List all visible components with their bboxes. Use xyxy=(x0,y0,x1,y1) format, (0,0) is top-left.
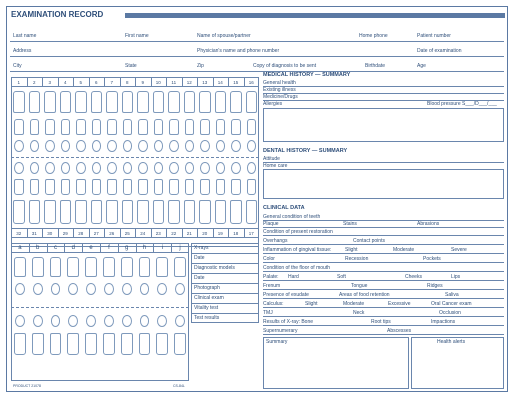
lower-tooth-crown-icon xyxy=(215,200,227,224)
upper-tooth-occlusal-icon xyxy=(185,140,195,152)
primary-upper-occlusal-icon xyxy=(104,283,114,295)
state-label: State xyxy=(125,63,137,69)
tooth-number: 6 xyxy=(94,80,98,85)
pockets-label: Pockets xyxy=(423,256,441,262)
primary-tooth-letter: a xyxy=(18,245,22,251)
tooth-divider xyxy=(58,77,59,86)
records-row-label: Date xyxy=(194,275,205,281)
lower-tooth-side-icon xyxy=(45,179,55,195)
tooth-number: 17 xyxy=(248,231,254,236)
upper-tooth-crown-icon xyxy=(122,91,134,113)
tooth-divider xyxy=(166,228,167,237)
ridges-label: Ridges xyxy=(427,283,443,289)
tooth-number: 12 xyxy=(186,80,192,85)
tooth-divider xyxy=(42,77,43,86)
copy-diagnosis-label: Copy of diagnosis to be sent xyxy=(253,63,317,69)
tooth-divider xyxy=(244,77,245,86)
medical-history-title: MEDICAL HISTORY — SUMMARY xyxy=(263,72,351,78)
primary-divider xyxy=(47,243,48,252)
tooth-divider xyxy=(89,77,90,86)
lips-label: Lips xyxy=(451,274,461,280)
primary-divider xyxy=(153,243,154,252)
primary-lower-tooth-icon xyxy=(121,333,133,355)
gingival-moderate-label: Moderate xyxy=(393,247,415,253)
upper-tooth-crown-icon xyxy=(184,91,196,113)
primary-divider xyxy=(136,243,137,252)
primary-upper-tooth-icon xyxy=(32,257,44,277)
lower-tooth-crown-icon xyxy=(106,200,118,224)
root-tips-label: Root tips xyxy=(371,319,391,325)
calculus-moderate-label: Moderate xyxy=(343,301,365,307)
tooth-number: 3 xyxy=(48,80,51,85)
tooth-divider xyxy=(197,228,198,237)
primary-lower-tooth-icon xyxy=(50,333,62,355)
tooth-number: 10 xyxy=(155,80,161,85)
upper-tooth-occlusal-icon xyxy=(200,140,210,152)
upper-tooth-side-icon xyxy=(231,119,241,135)
tooth-divider xyxy=(182,77,183,86)
upper-tooth-crown-icon xyxy=(13,91,25,113)
primary-lower-occlusal-icon xyxy=(86,315,96,327)
dental-notes-box[interactable] xyxy=(263,169,504,199)
upper-tooth-side-icon xyxy=(30,119,40,135)
lower-tooth-occlusal-icon xyxy=(138,162,148,174)
spouse-label: Name of spouse/partner xyxy=(197,33,251,39)
primary-lower-occlusal-icon xyxy=(104,315,114,327)
lower-tooth-occlusal-icon xyxy=(14,162,24,174)
tooth-divider xyxy=(89,228,90,237)
tooth-number: 28 xyxy=(78,231,84,236)
lower-tooth-crown-icon xyxy=(184,200,196,224)
tooth-divider xyxy=(58,228,59,237)
upper-tooth-crown-icon xyxy=(215,91,227,113)
birthdate-label: Birthdate xyxy=(365,63,386,69)
tooth-number: 24 xyxy=(140,231,146,236)
neck-label: Neck xyxy=(353,310,365,316)
primary-tooth-letter: d xyxy=(71,245,75,251)
tooth-number: 30 xyxy=(47,231,53,236)
impactions-label: Impactions xyxy=(431,319,456,325)
lower-tooth-occlusal-icon xyxy=(154,162,164,174)
tooth-number: 5 xyxy=(79,80,82,85)
tooth-divider xyxy=(182,228,183,237)
lower-tooth-side-icon xyxy=(247,179,257,195)
records-row-divider xyxy=(191,263,259,264)
upper-tooth-occlusal-icon xyxy=(30,140,40,152)
primary-lower-tooth-icon xyxy=(174,333,186,355)
upper-tooth-occlusal-icon xyxy=(76,140,86,152)
upper-tooth-crown-icon xyxy=(137,91,149,113)
primary-upper-occlusal-icon xyxy=(122,283,132,295)
header-rule xyxy=(125,13,505,18)
primary-upper-tooth-icon xyxy=(174,257,186,277)
upper-tooth-occlusal-icon xyxy=(154,140,164,152)
tooth-number: 21 xyxy=(186,231,192,236)
primary-upper-tooth-icon xyxy=(103,257,115,277)
tooth-number: 4 xyxy=(63,80,67,85)
calculus-slight-label: Slight xyxy=(305,301,318,307)
lower-tooth-side-icon xyxy=(123,179,133,195)
lower-tooth-side-icon xyxy=(154,179,164,195)
records-row-label: Diagnostic models xyxy=(194,265,235,271)
lower-tooth-side-icon xyxy=(169,179,179,195)
primary-lower-occlusal-icon xyxy=(33,315,43,327)
primary-upper-occlusal-icon xyxy=(86,283,96,295)
lower-tooth-side-icon xyxy=(216,179,226,195)
upper-tooth-side-icon xyxy=(216,119,226,135)
primary-tooth-letter: h xyxy=(142,245,147,251)
medical-notes-box[interactable] xyxy=(263,108,504,142)
lower-tooth-crown-icon xyxy=(153,200,165,224)
blood-pressure-label: Blood pressure S___/D___/___ xyxy=(427,101,497,107)
upper-tooth-occlusal-icon xyxy=(216,140,226,152)
zip-label: Zip xyxy=(197,63,204,69)
records-row-label: Clinical exam xyxy=(194,295,224,301)
lower-tooth-occlusal-icon xyxy=(123,162,133,174)
dental-history-title: DENTAL HISTORY — SUMMARY xyxy=(263,148,348,154)
lower-tooth-occlusal-icon xyxy=(30,162,40,174)
records-row-divider xyxy=(191,303,259,304)
primary-lower-occlusal-icon xyxy=(175,315,185,327)
upper-tooth-occlusal-icon xyxy=(14,140,24,152)
lower-tooth-occlusal-icon xyxy=(200,162,210,174)
upper-tooth-crown-icon xyxy=(230,91,242,113)
tooth-divider xyxy=(73,228,74,237)
tooth-divider xyxy=(135,228,136,237)
abrasions-label: Abrasions xyxy=(417,221,440,227)
last-name-label: Last name xyxy=(13,33,37,39)
allergies-label: Allergies xyxy=(263,101,283,107)
lower-tooth-crown-icon xyxy=(137,200,149,224)
lower-tooth-side-icon xyxy=(107,179,117,195)
tooth-divider xyxy=(228,228,229,237)
upper-tooth-occlusal-icon xyxy=(45,140,55,152)
primary-divider xyxy=(29,243,30,252)
primary-tooth-letter: g xyxy=(125,245,129,251)
calculus-label: Calculus: xyxy=(263,301,284,307)
tooth-number: 16 xyxy=(248,80,254,85)
age-label: Age xyxy=(417,63,426,69)
gingival-label: Inflammation of gingival tissue: xyxy=(263,247,332,253)
tooth-divider xyxy=(120,228,121,237)
records-row-divider xyxy=(191,283,259,284)
xray-results-label: Results of X-ray: Bone xyxy=(263,319,314,325)
primary-upper-occlusal-icon xyxy=(15,283,25,295)
primary-upper-tooth-icon xyxy=(156,257,168,277)
tooth-divider xyxy=(42,228,43,237)
upper-tooth-occlusal-icon xyxy=(92,140,102,152)
primary-lower-tooth-icon xyxy=(139,333,151,355)
upper-tooth-side-icon xyxy=(247,119,257,135)
upper-tooth-crown-icon xyxy=(106,91,118,113)
tooth-divider xyxy=(213,228,214,237)
tooth-number: 20 xyxy=(202,231,208,236)
lower-tooth-crown-icon xyxy=(13,200,25,224)
upper-tooth-side-icon xyxy=(169,119,179,135)
upper-tooth-side-icon xyxy=(200,119,210,135)
upper-tooth-side-icon xyxy=(61,119,71,135)
tooth-divider xyxy=(120,77,121,86)
patient-number-label: Patient number xyxy=(417,33,451,39)
tooth-number: 31 xyxy=(31,231,37,236)
tooth-divider xyxy=(244,228,245,237)
form-code: CS-84L xyxy=(173,384,185,388)
tooth-divider xyxy=(197,77,198,86)
primary-divider xyxy=(82,243,83,252)
primary-upper-tooth-icon xyxy=(121,257,133,277)
lower-tooth-occlusal-icon xyxy=(169,162,179,174)
upper-tooth-side-icon xyxy=(185,119,195,135)
floor-mouth-label: Condition of the floor of mouth xyxy=(263,265,330,271)
stains-label: Stains xyxy=(343,221,357,227)
lower-tooth-occlusal-icon xyxy=(231,162,241,174)
upper-tooth-crown-icon xyxy=(199,91,211,113)
lower-tooth-side-icon xyxy=(185,179,195,195)
primary-upper-occlusal-icon xyxy=(175,283,185,295)
upper-tooth-occlusal-icon xyxy=(61,140,71,152)
primary-upper-tooth-icon xyxy=(14,257,26,277)
tooth-number: 32 xyxy=(16,231,22,236)
clinical-data-title: CLINICAL DATA xyxy=(263,205,305,211)
tooth-divider xyxy=(27,228,28,237)
tooth-number: 9 xyxy=(141,80,144,85)
abscesses-label: Abscesses xyxy=(387,328,412,334)
lower-tooth-side-icon xyxy=(138,179,148,195)
records-row-label: Photograph xyxy=(194,285,220,291)
lower-tooth-side-icon xyxy=(200,179,210,195)
primary-tooth-letter: c xyxy=(53,245,57,251)
tmj-label: TMJ xyxy=(263,310,273,316)
primary-tooth-letter: j xyxy=(179,245,181,251)
lower-tooth-crown-icon xyxy=(29,200,41,224)
form-title: EXAMINATION RECORD xyxy=(11,10,104,19)
tooth-divider xyxy=(213,77,214,86)
records-row-divider xyxy=(191,253,259,254)
calculus-excessive-label: Excessive xyxy=(388,301,411,307)
upper-tooth-crown-icon xyxy=(246,91,258,113)
upper-tooth-occlusal-icon xyxy=(169,140,179,152)
tooth-number: 15 xyxy=(233,80,239,85)
lower-tooth-occlusal-icon xyxy=(92,162,102,174)
upper-tooth-crown-icon xyxy=(153,91,165,113)
primary-lower-occlusal-icon xyxy=(122,315,132,327)
primary-upper-occlusal-icon xyxy=(33,283,43,295)
primary-upper-tooth-icon xyxy=(50,257,62,277)
restoration-label: Condition of present restoration xyxy=(263,229,333,235)
tooth-number: 11 xyxy=(171,80,177,85)
lower-tooth-side-icon xyxy=(76,179,86,195)
lower-tooth-occlusal-icon xyxy=(185,162,195,174)
home-care-label: Home care xyxy=(263,163,288,169)
tooth-number: 29 xyxy=(62,231,68,236)
upper-tooth-side-icon xyxy=(154,119,164,135)
upper-tooth-side-icon xyxy=(14,119,24,135)
tooth-divider xyxy=(166,77,167,86)
lower-tooth-crown-icon xyxy=(199,200,211,224)
upper-tooth-side-icon xyxy=(76,119,86,135)
primary-lower-tooth-icon xyxy=(156,333,168,355)
primary-upper-tooth-icon xyxy=(139,257,151,277)
records-row-label: X-rays xyxy=(194,245,209,251)
lower-tooth-crown-icon xyxy=(246,200,258,224)
summary-label: Summary xyxy=(266,339,288,345)
tooth-divider xyxy=(228,77,229,86)
color-label: Color xyxy=(263,256,275,262)
general-condition-label: General condition of teeth xyxy=(263,214,321,220)
tooth-number: 23 xyxy=(155,231,161,236)
lower-tooth-side-icon xyxy=(61,179,71,195)
tooth-number: 26 xyxy=(109,231,115,236)
examination-form xyxy=(6,6,508,392)
overhangs-label: Overhangs xyxy=(263,238,288,244)
recession-label: Recession xyxy=(345,256,369,262)
food-retention-label: Areas of food retention xyxy=(339,292,390,298)
tooth-number: 19 xyxy=(217,231,223,236)
lower-tooth-occlusal-icon xyxy=(107,162,117,174)
lower-tooth-crown-icon xyxy=(60,200,72,224)
tooth-number: 18 xyxy=(233,231,239,236)
lower-tooth-crown-icon xyxy=(44,200,56,224)
primary-lower-tooth-icon xyxy=(67,333,79,355)
lower-tooth-occlusal-icon xyxy=(61,162,71,174)
lower-tooth-side-icon xyxy=(92,179,102,195)
physician-label: Physician's name and phone number xyxy=(197,48,280,54)
lower-tooth-side-icon xyxy=(14,179,24,195)
primary-upper-tooth-icon xyxy=(85,257,97,277)
tooth-divider xyxy=(27,77,28,86)
primary-divider xyxy=(171,243,172,252)
primary-lower-tooth-icon xyxy=(85,333,97,355)
palate-label: Palate: xyxy=(263,274,279,280)
medicine-label: Medicine/Drugs xyxy=(263,94,298,100)
upper-tooth-occlusal-icon xyxy=(247,140,257,152)
oral-cancer-label: Oral Cancer exam xyxy=(431,301,472,307)
upper-tooth-crown-icon xyxy=(60,91,72,113)
primary-tooth-letter: f xyxy=(108,245,110,251)
upper-tooth-occlusal-icon xyxy=(107,140,117,152)
upper-tooth-occlusal-icon xyxy=(138,140,148,152)
primary-divider xyxy=(118,243,119,252)
upper-tooth-side-icon xyxy=(92,119,102,135)
lower-tooth-side-icon xyxy=(30,179,40,195)
health-alerts-label: Health alerts xyxy=(437,339,466,345)
lower-tooth-occlusal-icon xyxy=(45,162,55,174)
upper-tooth-side-icon xyxy=(107,119,117,135)
primary-lower-tooth-icon xyxy=(14,333,26,355)
lower-tooth-side-icon xyxy=(231,179,241,195)
upper-tooth-side-icon xyxy=(45,119,55,135)
product-code: PRODUCT 21078 xyxy=(13,384,41,388)
saliva-label: Saliva xyxy=(445,292,459,298)
records-row-label: Date xyxy=(194,255,205,261)
tooth-number: 13 xyxy=(202,80,208,85)
tooth-number: 22 xyxy=(171,231,177,236)
upper-tooth-crown-icon xyxy=(29,91,41,113)
records-row-label: Vitality test xyxy=(194,305,219,311)
upper-tooth-crown-icon xyxy=(168,91,180,113)
primary-lower-tooth-icon xyxy=(103,333,115,355)
tooth-number: 2 xyxy=(32,80,36,85)
cheeks-label: Cheeks xyxy=(405,274,422,280)
tooth-divider xyxy=(73,77,74,86)
exudate-label: Presence of exudate xyxy=(263,292,309,298)
attitude-label: Attitude xyxy=(263,156,280,162)
tooth-number: 27 xyxy=(93,231,99,236)
gingival-slight-label: Slight xyxy=(345,247,358,253)
city-label: City xyxy=(13,63,22,69)
frenum-label: Frenum xyxy=(263,283,281,289)
lower-tooth-crown-icon xyxy=(122,200,134,224)
palate-hard-label: Hard xyxy=(288,274,299,280)
general-health-label: General health xyxy=(263,80,296,86)
contact-points-label: Contact points xyxy=(353,238,385,244)
palate-soft-label: Soft xyxy=(337,274,346,280)
upper-tooth-occlusal-icon xyxy=(123,140,133,152)
primary-tooth-letter: e xyxy=(89,245,93,251)
tooth-number: 1 xyxy=(17,80,20,85)
records-row-label: Test results xyxy=(194,315,220,321)
lower-tooth-occlusal-icon xyxy=(247,162,257,174)
records-row-divider xyxy=(191,313,259,314)
first-name-label: First name xyxy=(125,33,149,39)
upper-tooth-side-icon xyxy=(138,119,148,135)
lower-tooth-crown-icon xyxy=(168,200,180,224)
gingival-severe-label: Severe xyxy=(451,247,467,253)
primary-divider xyxy=(64,243,65,252)
tooth-number: 7 xyxy=(110,80,113,85)
primary-upper-tooth-icon xyxy=(67,257,79,277)
tooth-number: 14 xyxy=(217,80,223,85)
primary-divider xyxy=(100,243,101,252)
primary-lower-tooth-icon xyxy=(32,333,44,355)
address-label: Address xyxy=(13,48,32,54)
supernumerary-label: Supernumerary xyxy=(263,328,298,334)
tongue-label: Tongue xyxy=(351,283,368,289)
upper-tooth-crown-icon xyxy=(75,91,87,113)
existing-illness-label: Existing illness xyxy=(263,87,296,93)
tooth-number: 8 xyxy=(125,80,129,85)
occlusion-label: Occlusion xyxy=(439,310,461,316)
plaque-label: Plaque xyxy=(263,221,279,227)
tooth-divider xyxy=(104,228,105,237)
primary-lower-occlusal-icon xyxy=(15,315,25,327)
tooth-divider xyxy=(104,77,105,86)
tooth-divider xyxy=(135,77,136,86)
lower-tooth-crown-icon xyxy=(230,200,242,224)
upper-tooth-crown-icon xyxy=(91,91,103,113)
primary-tooth-letter: b xyxy=(36,245,40,251)
upper-tooth-side-icon xyxy=(123,119,133,135)
primary-tooth-letter: i xyxy=(161,245,163,251)
lower-tooth-crown-icon xyxy=(91,200,103,224)
records-row-divider xyxy=(191,273,259,274)
home-phone-label: Home phone xyxy=(359,33,388,39)
upper-tooth-crown-icon xyxy=(44,91,56,113)
tooth-number: 25 xyxy=(124,231,130,236)
upper-tooth-occlusal-icon xyxy=(231,140,241,152)
tooth-divider xyxy=(151,77,152,86)
date-exam-label: Date of examination xyxy=(417,48,462,54)
lower-tooth-occlusal-icon xyxy=(76,162,86,174)
lower-tooth-occlusal-icon xyxy=(216,162,226,174)
tooth-divider xyxy=(151,228,152,237)
records-row-divider xyxy=(191,293,259,294)
lower-tooth-crown-icon xyxy=(75,200,87,224)
